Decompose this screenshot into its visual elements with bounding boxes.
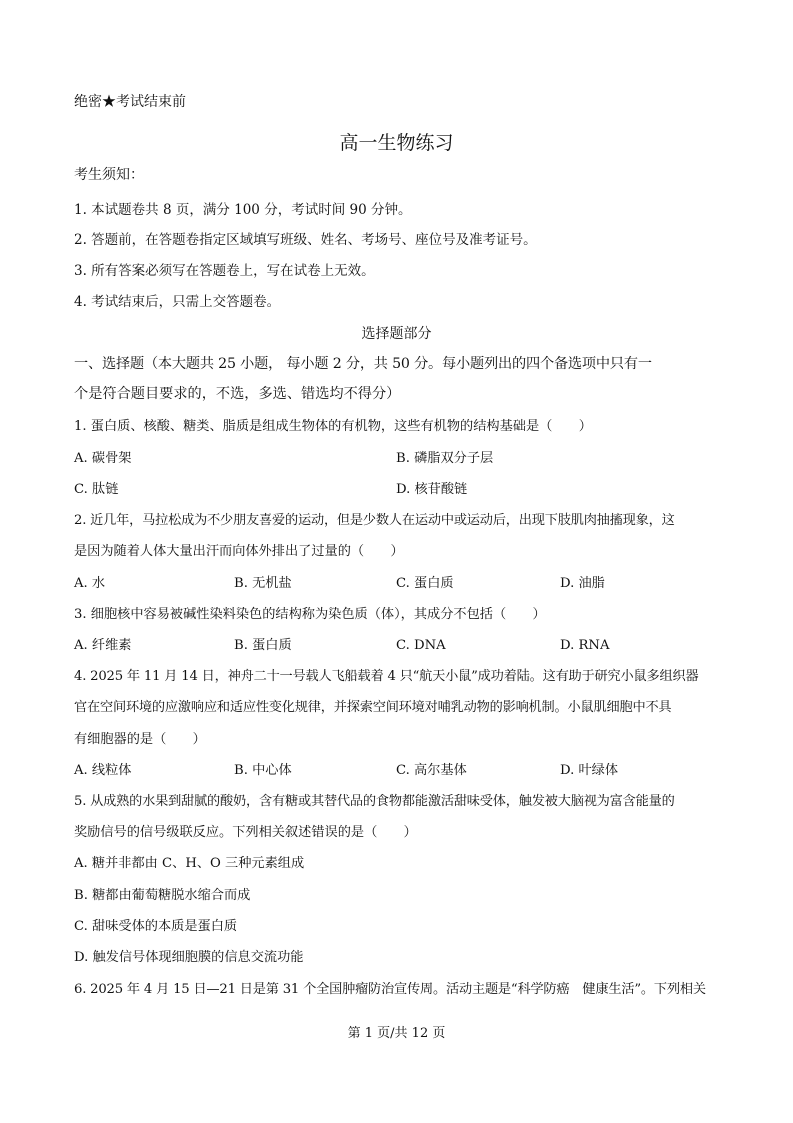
page-title: 高一生物练习 <box>339 132 454 154</box>
question-option: C. DNA <box>396 638 446 653</box>
section-instruction: 个是符合题目要求的，不选，多选、错选均不得分） <box>74 386 401 402</box>
question-stem: 6. 2025 年 4 月 15 日—21 日是第 31 个全国肿瘤防治宣传周。活动主题是“科学防癌 健康生活”。下列相关 <box>74 982 706 997</box>
question-option: D. 触发信号体现细胞膜的信息交流功能 <box>74 950 304 965</box>
question-option: A. 线粒体 <box>74 763 132 778</box>
question-stem: 有细胞器的是（ ） <box>74 732 206 747</box>
question-option: D. 叶绿体 <box>560 763 619 778</box>
question-option: B. 无机盐 <box>234 576 292 591</box>
notice-item: 2. 答题前，在答题卷指定区域填写班级、姓名、考场号、座位号及准考证号。 <box>74 232 537 248</box>
notice-item: 1. 本试题卷共 8 页，满分 100 分，考试时间 90 分钟。 <box>74 202 412 218</box>
confidential-label: 绝密★考试结束前 <box>74 94 186 110</box>
question-option: A. 碳骨架 <box>74 451 132 466</box>
question-option: A. 糖并非都由 C、H、O 三种元素组成 <box>74 856 305 871</box>
section-title: 选择题部分 <box>361 326 432 342</box>
notice-heading: 考生须知： <box>74 167 144 183</box>
question-option: C. 肽链 <box>74 482 119 497</box>
question-stem: 是因为随着人体大量出汗而向体外排出了过量的（ ） <box>74 544 404 559</box>
question-option: C. 高尔基体 <box>396 763 467 778</box>
question-option: C. 蛋白质 <box>396 576 454 591</box>
question-stem: 3. 细胞核中容易被碱性染料染色的结构称为染色质（体），其成分不包括（ ） <box>74 607 546 622</box>
question-stem: 1. 蛋白质、核酸、糖类、脂质是组成生物体的有机物，这些有机物的结构基础是（ ） <box>74 419 592 434</box>
notice-item: 3. 所有答案必须写在答题卷上，写在试卷上无效。 <box>74 263 375 279</box>
notice-item: 4. 考试结束后，只需上交答题卷。 <box>74 294 281 310</box>
question-option: B. 糖都由葡萄糖脱水缩合而成 <box>74 888 251 903</box>
question-option: B. 蛋白质 <box>234 638 292 653</box>
section-instruction: 一、选择题（本大题共 25 小题， 每小题 2 分，共 50 分。每小题列出的四个备选项中只有一 <box>74 356 652 372</box>
question-option: C. 甜味受体的本质是蛋白质 <box>74 919 238 934</box>
question-stem: 官在空间环境的应激响应和适应性变化规律，并探索空间环境对哺乳动物的影响机制。小鼠肌细胞中不具 <box>74 700 672 715</box>
question-option: D. 核苷酸链 <box>396 482 468 497</box>
question-option: B. 中心体 <box>234 763 292 778</box>
question-option: A. 纤维素 <box>74 638 132 653</box>
question-stem: 2. 近几年，马拉松成为不少朋友喜爱的运动，但是少数人在运动中或运动后，出现下肢肌肉抽搐现象，这 <box>74 513 675 528</box>
question-stem: 4. 2025 年 11 月 14 日，神舟二十一号载人飞船载着 4 只“航天小鼠”成功着陆。这有助于研究小鼠多组织器 <box>74 669 699 684</box>
question-stem: 奖励信号的信号级联反应。下列相关叙述错误的是（ ） <box>74 825 417 840</box>
question-stem: 5. 从成熟的水果到甜腻的酸奶，含有糖或其替代品的食物都能激活甜味受体，触发被大脑视为富含能量的 <box>74 794 675 809</box>
question-option: D. RNA <box>560 638 610 653</box>
question-option: D. 油脂 <box>560 576 605 591</box>
question-option: B. 磷脂双分子层 <box>396 451 494 466</box>
question-option: A. 水 <box>74 576 106 591</box>
page-number: 第 1 页/共 12 页 <box>347 1026 446 1041</box>
